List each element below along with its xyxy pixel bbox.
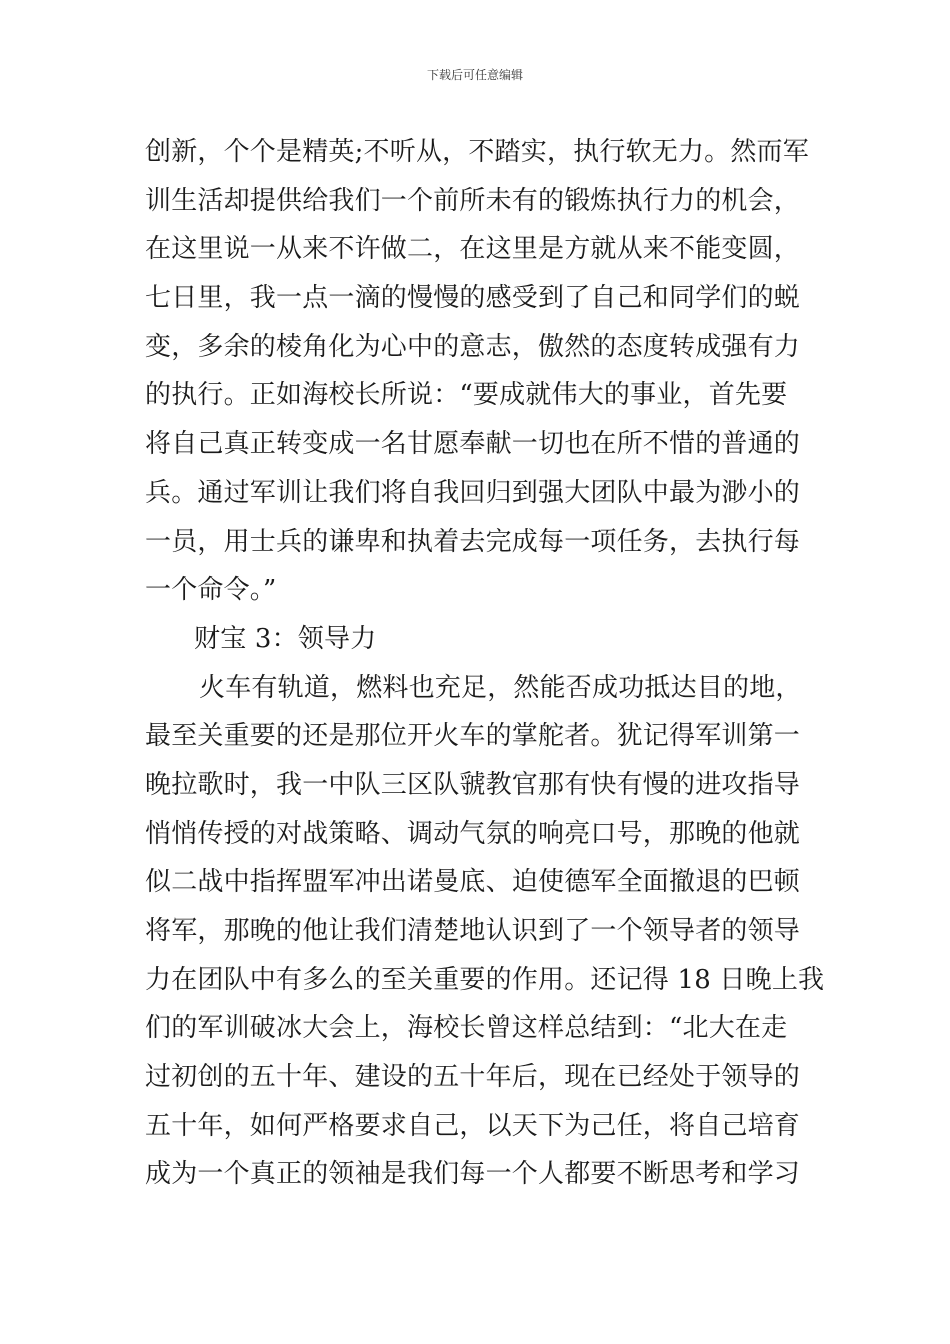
text-line: 的执行。正如海校长所说：“要成就伟大的事业，首先要 bbox=[145, 380, 788, 411]
text-line: 成为一个真正的领袖是我们每一个人都要不断思考和学习 bbox=[145, 1159, 801, 1190]
text-line: 似二战中指挥盟军冲出诺曼底、迫使德军全面撤退的巴顿 bbox=[145, 867, 801, 898]
text-line: 力在团队中有多么的至关重要的作用。还记得 18 日晚上我 bbox=[145, 964, 825, 995]
text-line: 七日里，我一点一滴的慢慢的感受到了自己和同学们的蜕 bbox=[145, 283, 801, 314]
text-line: 一员，用士兵的谦卑和执着去完成每一项任务，去执行每 bbox=[145, 526, 801, 557]
text-line: 晚拉歌时，我一中队三区队虢教官那有快有慢的进攻指导 bbox=[145, 769, 801, 800]
text-line: 创新，个个是精英;不听从，不踏实，执行软无力。然而军 bbox=[145, 137, 809, 167]
paragraph-first-line: 火车有轨道，燃料也充足，然能否成功抵达目的地， bbox=[199, 672, 802, 703]
text-line: 最至关重要的还是那位开火车的掌舵者。犹记得军训第一 bbox=[145, 721, 801, 752]
page-header: 下载后可任意编辑 bbox=[426, 68, 523, 82]
text-line: 兵。通过军训让我们将自我回归到强大团队中最为渺小的 bbox=[145, 477, 801, 508]
text-line: 在这里说一从来不许做二，在这里是方就从来不能变圆， bbox=[145, 234, 801, 265]
text-line: 变，多余的棱角化为心中的意志，傲然的态度转成强有力 bbox=[145, 331, 801, 362]
text-line: 一个命令。” bbox=[145, 575, 277, 606]
text-line: 过初创的五十年、建设的五十年后，现在已经处于领导的 bbox=[145, 1062, 801, 1093]
text-line: 五十年，如何严格要求自己，以天下为己任，将自己培育 bbox=[145, 1110, 801, 1141]
text-line: 们的军训破冰大会上，海校长曾这样总结到：“北大在走 bbox=[145, 1013, 788, 1044]
text-line: 训生活却提供给我们一个前所未有的锻炼执行力的机会， bbox=[145, 185, 801, 216]
section-heading: 财宝 3：领导力 bbox=[194, 623, 377, 654]
document-body bbox=[145, 128, 825, 1199]
text-line: 悄悄传授的对战策略、调动气氛的响亮口号，那晚的他就 bbox=[145, 818, 801, 849]
text-line: 将军，那晚的他让我们清楚地认识到了一个领导者的领导 bbox=[145, 916, 801, 946]
text-line: 将自己真正转变成一名甘愿奉献一切也在所不惜的普通的 bbox=[145, 429, 801, 460]
